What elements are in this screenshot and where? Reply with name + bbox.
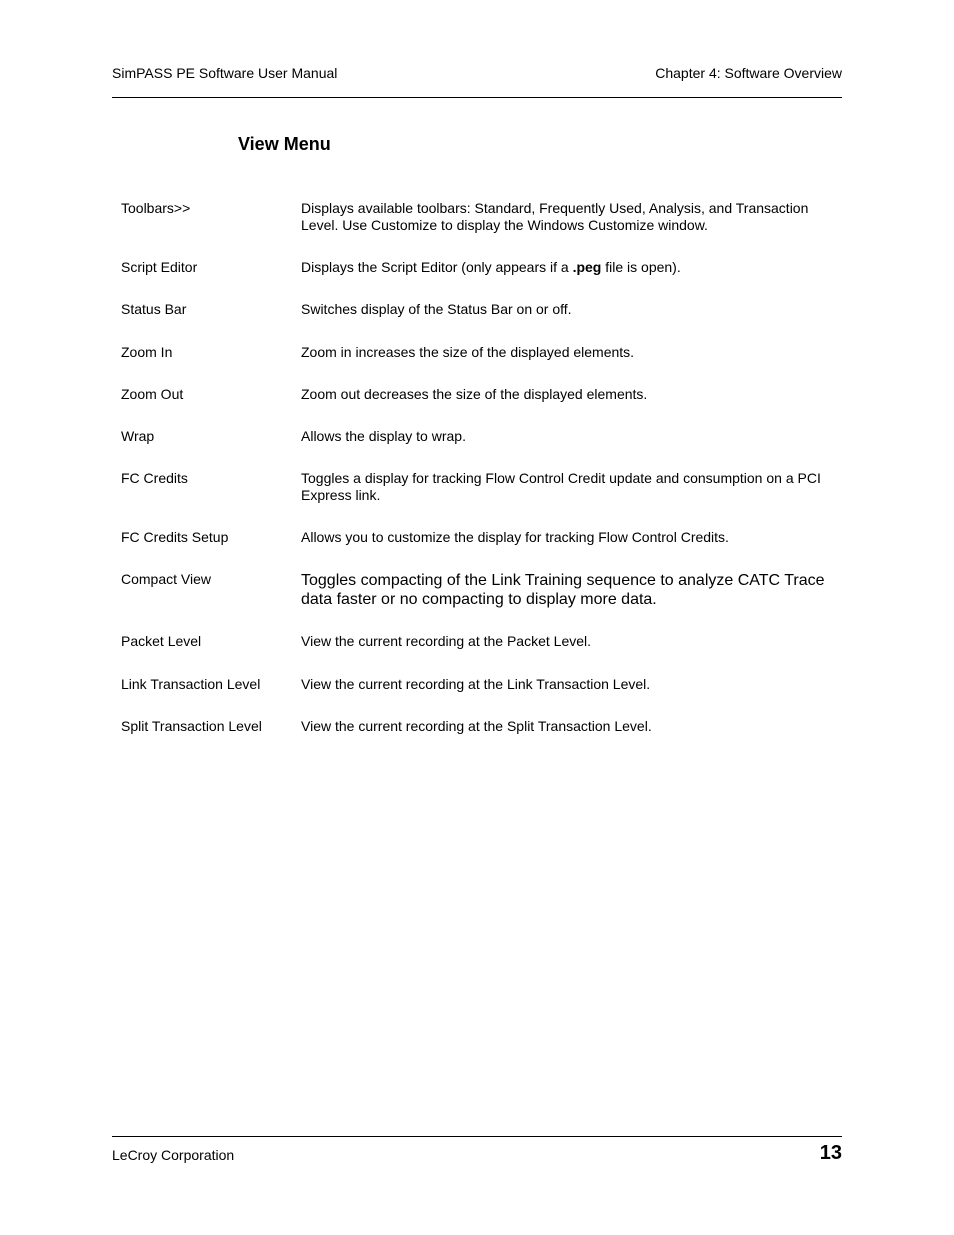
description-line: View the current recording at the Packet Level. [301, 633, 592, 649]
menu-item-description [301, 571, 836, 609]
section-title: View Menu [238, 134, 331, 154]
menu-item-label: Zoom In [121, 344, 173, 360]
description-line: Zoom in increases the size of the displayed elements. [301, 344, 635, 360]
manual-title: SimPASS PE Software User Manual [112, 65, 338, 81]
menu-item-description [301, 301, 836, 318]
chapter-title: Chapter 4: Software Overview [655, 65, 842, 81]
menu-item-description [301, 470, 836, 504]
description-line: Level. Use Customize to display the Windows Customize window. [301, 217, 708, 233]
menu-item-label: Toolbars>> [121, 200, 191, 216]
description-text: file is open). [601, 259, 681, 275]
menu-item-label: Link Transaction Level [121, 676, 261, 692]
description-line: Switches display of the Status Bar on or off. [301, 301, 572, 317]
description-line: View the current recording at the Split Transaction Level. [301, 718, 652, 734]
menu-item-description [301, 259, 836, 276]
menu-item-label: Wrap [121, 428, 155, 444]
menu-item-description [301, 718, 836, 735]
menu-item-label: Status Bar [121, 301, 187, 317]
menu-item-description [301, 676, 836, 693]
menu-item-label: FC Credits Setup [121, 529, 229, 545]
description-line: Allows you to customize the display for tracking Flow Control Credits. [301, 529, 729, 545]
menu-item-description [301, 200, 836, 234]
company-name: LeCroy Corporation [112, 1147, 235, 1163]
description-line: Toggles compacting of the Link Training sequence to analyze CATC Trace [301, 572, 825, 589]
menu-item-label: Compact View [121, 571, 212, 587]
footer-rule [112, 1136, 842, 1137]
file-extension: .peg [572, 259, 602, 275]
menu-item-label: Split Transaction Level [121, 718, 262, 734]
description-line: data faster or no compacting to display more data. [301, 591, 657, 608]
header-rule [112, 97, 842, 98]
menu-item-label: Script Editor [121, 259, 198, 275]
menu-item-description [301, 633, 836, 650]
menu-item-description [301, 529, 836, 546]
description-line: Allows the display to wrap. [301, 428, 466, 444]
menu-item-description [301, 344, 836, 361]
menu-item-label: FC Credits [121, 470, 188, 486]
menu-item-description [301, 386, 836, 403]
menu-item-label: Zoom Out [121, 386, 184, 402]
description-line: View the current recording at the Link Transaction Level. [301, 676, 651, 692]
page-number: 13 [819, 1142, 842, 1164]
description-line: Express link. [301, 487, 381, 503]
description-text: Displays the Script Editor (only appears if a [301, 259, 573, 275]
menu-item-description [301, 428, 836, 445]
menu-item-label: Packet Level [121, 633, 202, 649]
description-line: Zoom out decreases the size of the displayed elements. [301, 386, 648, 402]
description-line: Displays available toolbars: Standard, Frequently Used, Analysis, and Transaction [301, 200, 809, 216]
description-line: Toggles a display for tracking Flow Control Credit update and consumption on a PCI [301, 470, 821, 486]
